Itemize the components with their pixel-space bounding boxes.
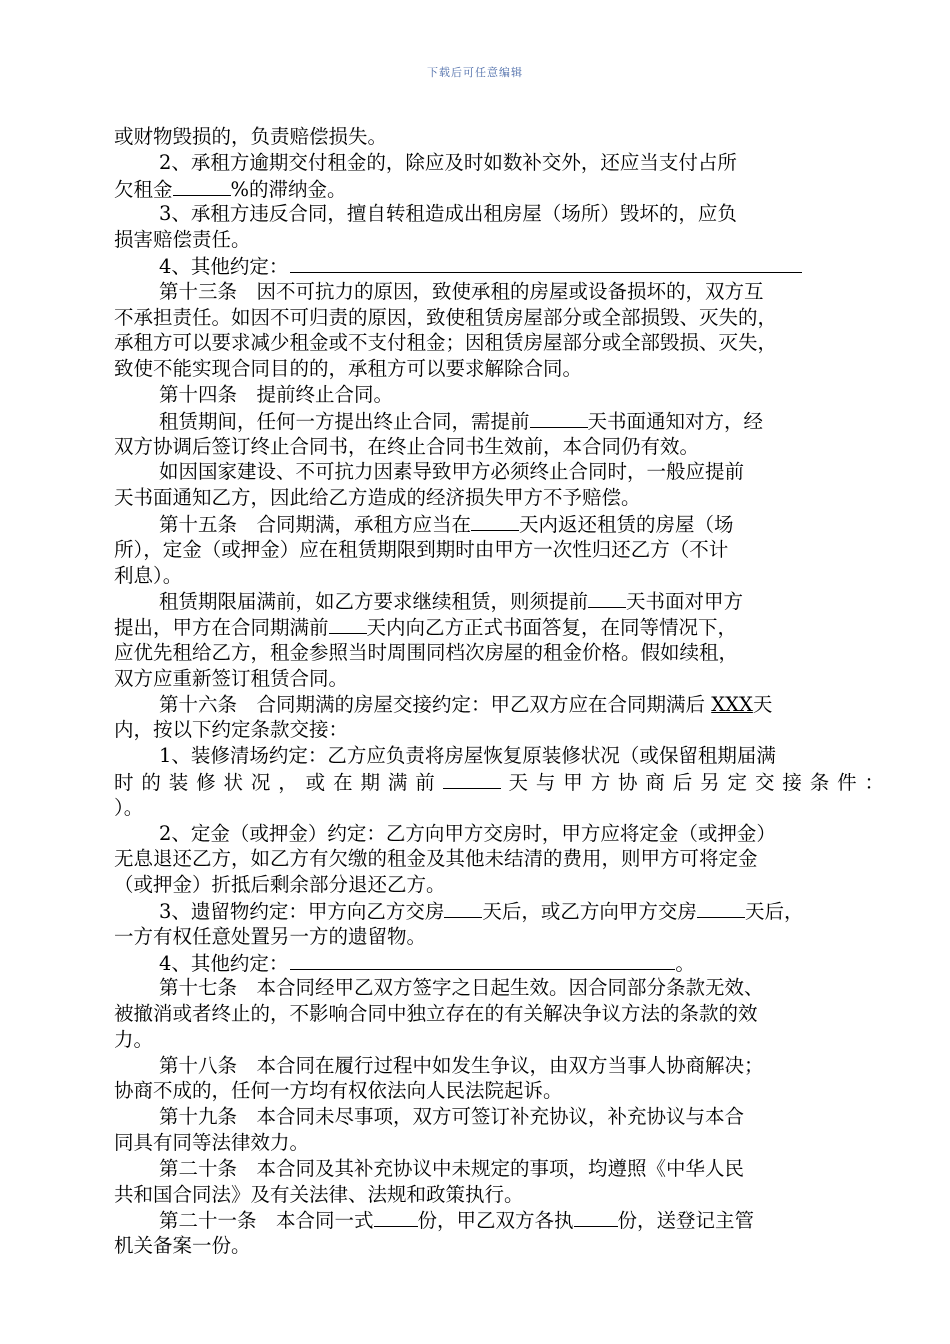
text-line: 第十八条 本合同在履行过程中如发生争议，由双方当事人协商解决；	[159, 1053, 764, 1077]
text-line: 或财物毁损的，负责赔偿损失。	[114, 125, 388, 148]
text-line: 3、承租方违反合同，擅自转租造成出租房屋（场所）毁坏的，应负	[159, 202, 737, 226]
underlined-placeholder: XXX	[711, 692, 753, 716]
text-line: （或押金）折抵后剩余部分退还乙方。	[114, 873, 446, 897]
text-line: 同具有同等法律效力。	[114, 1131, 310, 1155]
text-line: 机关备案一份。	[114, 1234, 251, 1258]
text-line: 第二十条 本合同及其补充协议中未规定的事项，均遵照《中华人民	[159, 1156, 745, 1180]
contract-body	[114, 124, 884, 1259]
text-line: 承租方可以要求减少租金或不支付租金；因租赁房屋部分或全部毁损、灭失，	[114, 331, 778, 355]
text-line: 提出，甲方在合同期满前 天内向乙方正式书面答复，在同等情况下，	[114, 616, 738, 640]
text-line: 第十五条 合同期满，承租方应当在 天内返还租赁的房屋（场	[159, 512, 734, 536]
text-line: ）。	[114, 795, 144, 819]
text-line: 不承担责任。如因不可归责的原因，致使租赁房屋部分或全部损毁、灭失的，	[114, 305, 778, 329]
text-line: 4、其他约定： 。	[159, 951, 695, 975]
text-line: 2、承租方逾期交付租金的，除应及时如数补交外，还应当支付占所	[159, 150, 737, 174]
text-line: 2、定金（或押金）约定：乙方向甲方交房时，甲方应将定金（或押金）	[159, 821, 776, 845]
page-header-note: 下载后可任意编辑	[427, 66, 523, 79]
text-line: 第十三条 因不可抗力的原因，致使承租的房屋或设备损坏的，双方互	[159, 279, 764, 303]
text-line: 第十六条 合同期满的房屋交接约定：甲乙双方应在合同期满后 XXX天	[159, 692, 773, 716]
text-line: 3、遗留物约定：甲方向乙方交房 天后，或乙方向甲方交房 天后，	[159, 899, 804, 923]
text-line: 内，按以下约定条款交接：	[114, 718, 349, 742]
text-line: 双方应重新签订租赁合同。	[114, 666, 349, 690]
text-line: 所），定金（或押金）应在租赁期限到期时由甲方一次性归还乙方（不计	[114, 537, 729, 561]
text-line: 第十七条 本合同经甲乙双方签字之日起生效。因合同部分条款无效、	[159, 976, 764, 1000]
text-line: 欠租金 %的滞纳金。	[114, 177, 347, 201]
article-heading: 第十四条 提前终止合同。	[159, 382, 394, 406]
text-line: 租赁期间，任何一方提出终止合同，需提前 天书面通知对方，经	[159, 409, 764, 433]
text-line: 协商不成的，任何一方均有权依法向人民法院起诉。	[114, 1079, 563, 1103]
text-line: 利息）。	[114, 563, 183, 587]
text-line: 力。	[114, 1027, 154, 1051]
text-line: 损害赔偿责任。	[114, 228, 251, 252]
text-line: 4、其他约定：	[114, 253, 884, 279]
text-line: 致使不能实现合同目的的，承租方可以要求解除合同。	[114, 357, 583, 381]
text-line: 一方有权任意处置另一方的遗留物。	[114, 924, 427, 948]
text-line: 双方协调后签订终止合同书，在终止合同书生效前，本合同仍有效。	[114, 434, 700, 458]
text-line: 租赁期限届满前，如乙方要求继续租赁，则须提前 天书面对甲方	[159, 590, 744, 614]
text-line: 1、装修清场约定：乙方应负责将房屋恢复原装修状况（或保留租期届满	[159, 744, 776, 768]
text-line: 第二十一条 本合同一式 份，甲乙双方各执 份，送登记主管	[159, 1209, 755, 1233]
text-line: 时的装修状况，或在期满前 天与甲方协商后另定交接条件：	[114, 770, 884, 794]
text-line: 被撤消或者终止的，不影响合同中独立存在的有关解决争议方法的条款的效	[114, 1002, 758, 1026]
text-line: 应优先租给乙方，租金参照当时周围同档次房屋的租金价格。假如续租，	[114, 640, 739, 664]
text-line: 共和国合同法》及有关法律、法规和政策执行。	[114, 1182, 524, 1206]
text-line: 天书面通知乙方，因此给乙方造成的经济损失甲方不予赔偿。	[114, 486, 641, 510]
text-line: 第十九条 本合同未尽事项，双方可签订补充协议，补充协议与本合	[159, 1105, 745, 1129]
text-line: 无息退还乙方，如乙方有欠缴的租金及其他未结清的费用，则甲方可将定金	[114, 847, 758, 871]
text-line: 如因国家建设、不可抗力因素导致甲方必须终止合同时，一般应提前	[159, 460, 745, 484]
